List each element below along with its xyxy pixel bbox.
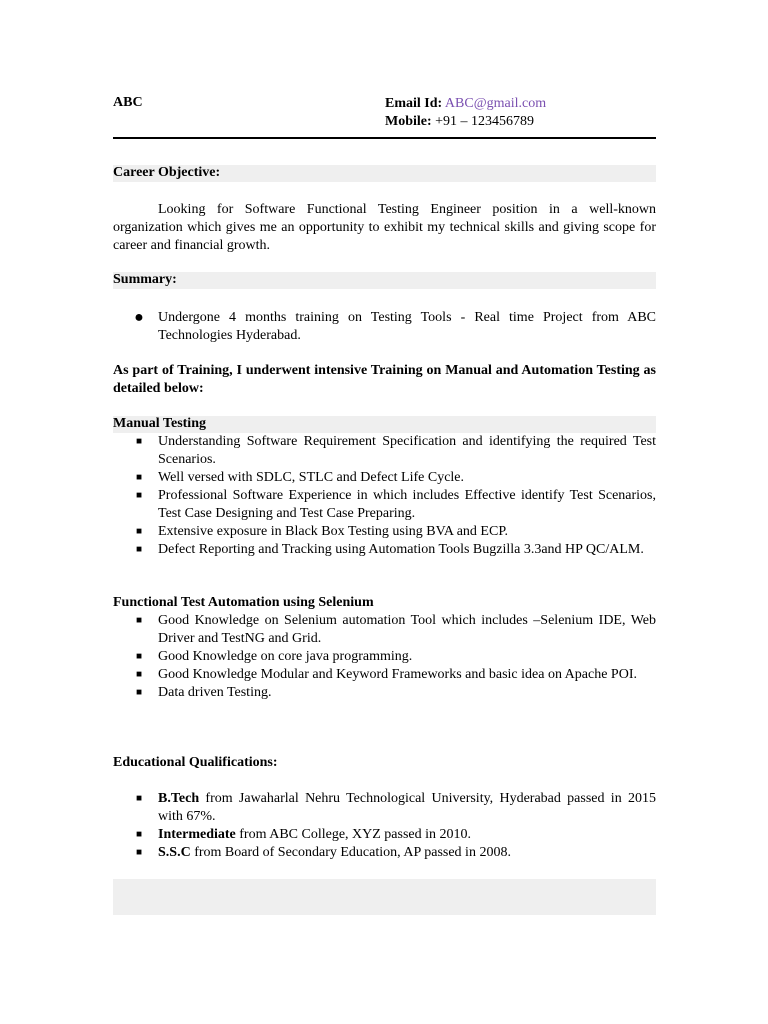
mobile-label: Mobile:	[385, 114, 432, 129]
summary-band	[113, 272, 656, 289]
email-link[interactable]: ABC@gmail.com	[444, 96, 547, 111]
list-item	[113, 612, 656, 648]
list-item	[113, 523, 656, 541]
career-objective-text: Looking for Software Functional Testing Engineer position in a well-known organization which gives me an opportunity to exhibit my technical skills and giving scope for career and financial growth.	[113, 202, 656, 253]
list-item-text: Understanding Software Requirement Specification and identifying the required Test Scenarios.	[158, 434, 656, 467]
contact-block	[385, 95, 546, 131]
bullet-square-icon: ■	[135, 490, 143, 501]
education-list	[113, 790, 656, 862]
qualification-degree: S.S.C	[158, 845, 191, 860]
automation-heading: Functional Test Automation using Selenium	[113, 595, 374, 610]
education-heading: Educational Qualifications:	[113, 755, 278, 770]
bullet-square-icon: ■	[135, 847, 143, 858]
list-item-text: Good Knowledge on core java programming.	[158, 649, 413, 664]
list-item	[113, 541, 656, 559]
list-item-text: Data driven Testing.	[158, 685, 272, 700]
list-item	[113, 684, 656, 702]
bullet-dot-icon: ●	[134, 309, 144, 326]
bullet-square-icon: ■	[135, 793, 143, 804]
list-item-text: Extensive exposure in Black Box Testing using BVA and ECP.	[158, 524, 509, 539]
bullet-square-icon: ■	[135, 687, 143, 698]
list-item	[113, 433, 656, 469]
manual-testing-list	[113, 433, 656, 559]
career-objective-heading: Career Objective:	[113, 165, 221, 180]
list-item	[113, 648, 656, 666]
qualification-detail: from ABC College, XYZ passed in 2010.	[235, 827, 472, 842]
list-item-text: Good Knowledge Modular and Keyword Frameworks and basic idea on Apache POI.	[158, 667, 637, 682]
list-item-text: Well versed with SDLC, STLC and Defect Life Cycle.	[158, 470, 465, 485]
list-item	[113, 309, 656, 345]
manual-testing-heading: Manual Testing	[113, 416, 206, 431]
list-item-text: Undergone 4 months training on Testing Tools - Real time Project from ABC Technologies Hyderabad.	[158, 310, 656, 343]
header-divider	[113, 137, 656, 139]
mobile-value: +91 – 123456789	[435, 114, 535, 129]
list-item	[113, 844, 656, 862]
footer-band	[113, 879, 656, 915]
list-item-text: Good Knowledge on Selenium automation Tool which includes –Selenium IDE, Web Driver and TestNG and Grid.	[158, 613, 656, 646]
bullet-square-icon: ■	[135, 544, 143, 555]
qualification-detail: from Board of Secondary Education, AP passed in 2008.	[190, 845, 511, 860]
email-label: Email Id:	[385, 96, 443, 111]
list-item	[113, 826, 656, 844]
email-line	[385, 95, 546, 113]
qualification-detail: from Jawaharlal Nehru Technological University, Hyderabad passed in 2015 with 67%.	[158, 791, 656, 824]
list-item-text: Professional Software Experience in which includes Effective identify Test Scenarios, Test Case Designing and Test Case Preparing.	[158, 488, 656, 521]
list-item	[113, 666, 656, 684]
list-item-text: Defect Reporting and Tracking using Automation Tools Bugzilla 3.3and HP QC/ALM.	[158, 542, 644, 557]
bullet-square-icon: ■	[135, 436, 143, 447]
list-item	[113, 469, 656, 487]
automation-list	[113, 612, 656, 702]
bullet-square-icon: ■	[135, 472, 143, 483]
list-item	[113, 790, 656, 826]
bullet-square-icon: ■	[135, 669, 143, 680]
summary-heading: Summary:	[113, 272, 177, 287]
bullet-square-icon: ■	[135, 651, 143, 662]
bullet-square-icon: ■	[135, 829, 143, 840]
list-item	[113, 487, 656, 523]
mobile-line	[385, 113, 546, 131]
qualification-degree: Intermediate	[158, 827, 236, 842]
summary-list	[113, 309, 656, 345]
bullet-square-icon: ■	[135, 615, 143, 626]
training-intro: As part of Training, I underwent intensive Training on Manual and Automation Testing as detailed below:	[113, 363, 656, 396]
bullet-square-icon: ■	[135, 526, 143, 537]
qualification-degree: B.Tech	[158, 791, 200, 806]
candidate-name: ABC	[113, 95, 143, 110]
